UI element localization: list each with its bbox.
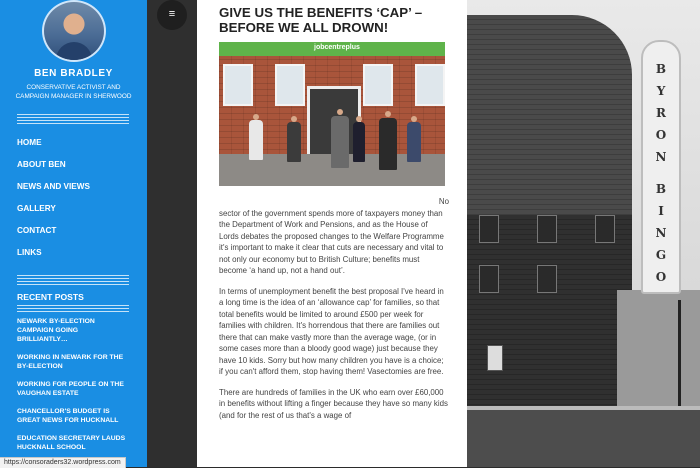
sign-letter: Y <box>656 84 666 98</box>
photo-person-head <box>411 116 417 122</box>
recent-posts-list <box>17 317 129 461</box>
sign-letter: N <box>655 150 667 164</box>
sign-letter: I <box>658 204 664 218</box>
hamburger-icon: ≡ <box>168 8 176 20</box>
divider <box>17 114 129 126</box>
photo-building-shadow <box>467 215 632 415</box>
sign-letter: R <box>656 106 666 120</box>
photo-wall <box>617 290 700 415</box>
nav-contact[interactable]: CONTACT <box>17 226 57 235</box>
photo-window <box>415 64 445 106</box>
article-title[interactable]: GIVE US THE BENEFITS ‘CAP’ – BEFORE WE ALL DROWN! <box>219 5 423 35</box>
photo-person <box>353 122 365 162</box>
site-tagline: CONSERVATIVE ACTIVIST AND CAMPAIGN MANAGER IN SHERWOOD <box>15 84 132 100</box>
recent-post-link[interactable]: NEWARK BY-ELECTION CAMPAIGN GOING BRILLIANTLY… <box>17 318 95 343</box>
nav-about-ben[interactable]: ABOUT BEN <box>17 160 66 169</box>
photo-window <box>363 64 393 106</box>
photo-notice-board <box>487 345 503 371</box>
nav-news-and-views[interactable]: NEWS AND VIEWS <box>17 182 90 191</box>
article-body <box>219 196 449 430</box>
nav-links[interactable]: LINKS <box>17 248 42 257</box>
article <box>197 0 467 467</box>
article-paragraph: There are hundreds of families in the UK who earn over £60,000 in benefits without lifting a finger because they have so many kids (and for the rest of us that's a wage of <box>219 387 448 420</box>
sign-letter: O <box>655 128 667 142</box>
photo-person <box>407 122 421 162</box>
photo-byron-bingo-sign <box>641 40 681 294</box>
nav-gallery[interactable]: GALLERY <box>17 204 56 213</box>
photo-person-head <box>337 109 343 115</box>
article-photo <box>219 42 445 186</box>
recent-post-link[interactable]: EDUCATION SECRETARY LAUDS HUCKNALL SCHOOL <box>17 435 126 451</box>
photo-person-head <box>253 114 259 120</box>
article-lead-word: No <box>438 197 449 206</box>
recent-post-link[interactable]: CHANCELLOR'S BUDGET IS GREAT NEWS FOR HUCKNALL <box>17 408 119 424</box>
photo-window <box>537 265 557 293</box>
avatar[interactable] <box>42 0 106 62</box>
main-nav <box>17 138 90 270</box>
site-name[interactable]: BEN BRADLEY <box>34 68 113 79</box>
sign-letter: O <box>655 270 667 284</box>
sign-letter: B <box>655 62 667 76</box>
photo-person <box>331 116 349 168</box>
photo-window <box>223 64 253 106</box>
photo-person <box>379 118 397 170</box>
photo-window <box>275 64 305 106</box>
photo-person-head <box>291 116 297 122</box>
divider <box>17 305 129 314</box>
photo-window <box>595 215 615 243</box>
photo-road <box>467 410 700 467</box>
sign-letter: G <box>655 248 667 262</box>
background-photo <box>467 0 700 467</box>
photo-window <box>479 265 499 293</box>
article-paragraph: In terms of unemployment benefit the best proposal I've heard in a long time is the idea of an ‘allowance cap’ for families, so that total benefits would be limited to around £500 per week for families with children. It's horrendous that there are families out there that can make vastly more than the average wage, (or in some cases more than a bloody good wage) just because they have 10 kids. Sorry but how many children you have is a choice; if you can't afford them, stop having them! Vasectomies are free. <box>219 286 444 376</box>
sidebar <box>0 0 147 467</box>
photo-sign-text: jobcentreplus <box>314 44 360 51</box>
browser-status-url: https://consoraders32.wordpress.com <box>0 457 126 468</box>
recent-post-link[interactable]: WORKING IN NEWARK FOR THE BY-ELECTION <box>17 354 124 370</box>
recent-post-link[interactable]: WORKING FOR PEOPLE ON THE VAUGHAN ESTATE <box>17 381 124 397</box>
menu-toggle-button[interactable] <box>157 0 187 30</box>
photo-person-head <box>385 111 391 117</box>
photo-person <box>287 122 301 162</box>
sign-letter: N <box>655 226 667 240</box>
sidebar-toggle-column <box>147 0 197 467</box>
sign-letter: B <box>655 182 667 196</box>
divider <box>17 275 129 287</box>
article-paragraph: sector of the government spends more of taxpayers money than the Department of Work and Pensions, and as the House of Lords debates the proposed changes to the Welfare Programme it's important to make it clear that cuts are necessary and vital to not only our economy but to British Culture; benefits must become ‘a hand up, not a hand out’. <box>219 208 444 275</box>
photo-jobcentre-sign <box>219 42 445 56</box>
photo-person-head <box>356 116 362 122</box>
photo-window <box>537 215 557 243</box>
photo-window <box>479 215 499 243</box>
photo-lamp-post <box>678 300 681 420</box>
photo-person <box>249 120 263 160</box>
recent-posts-heading: RECENT POSTS <box>17 292 84 302</box>
nav-home[interactable]: HOME <box>17 138 42 147</box>
